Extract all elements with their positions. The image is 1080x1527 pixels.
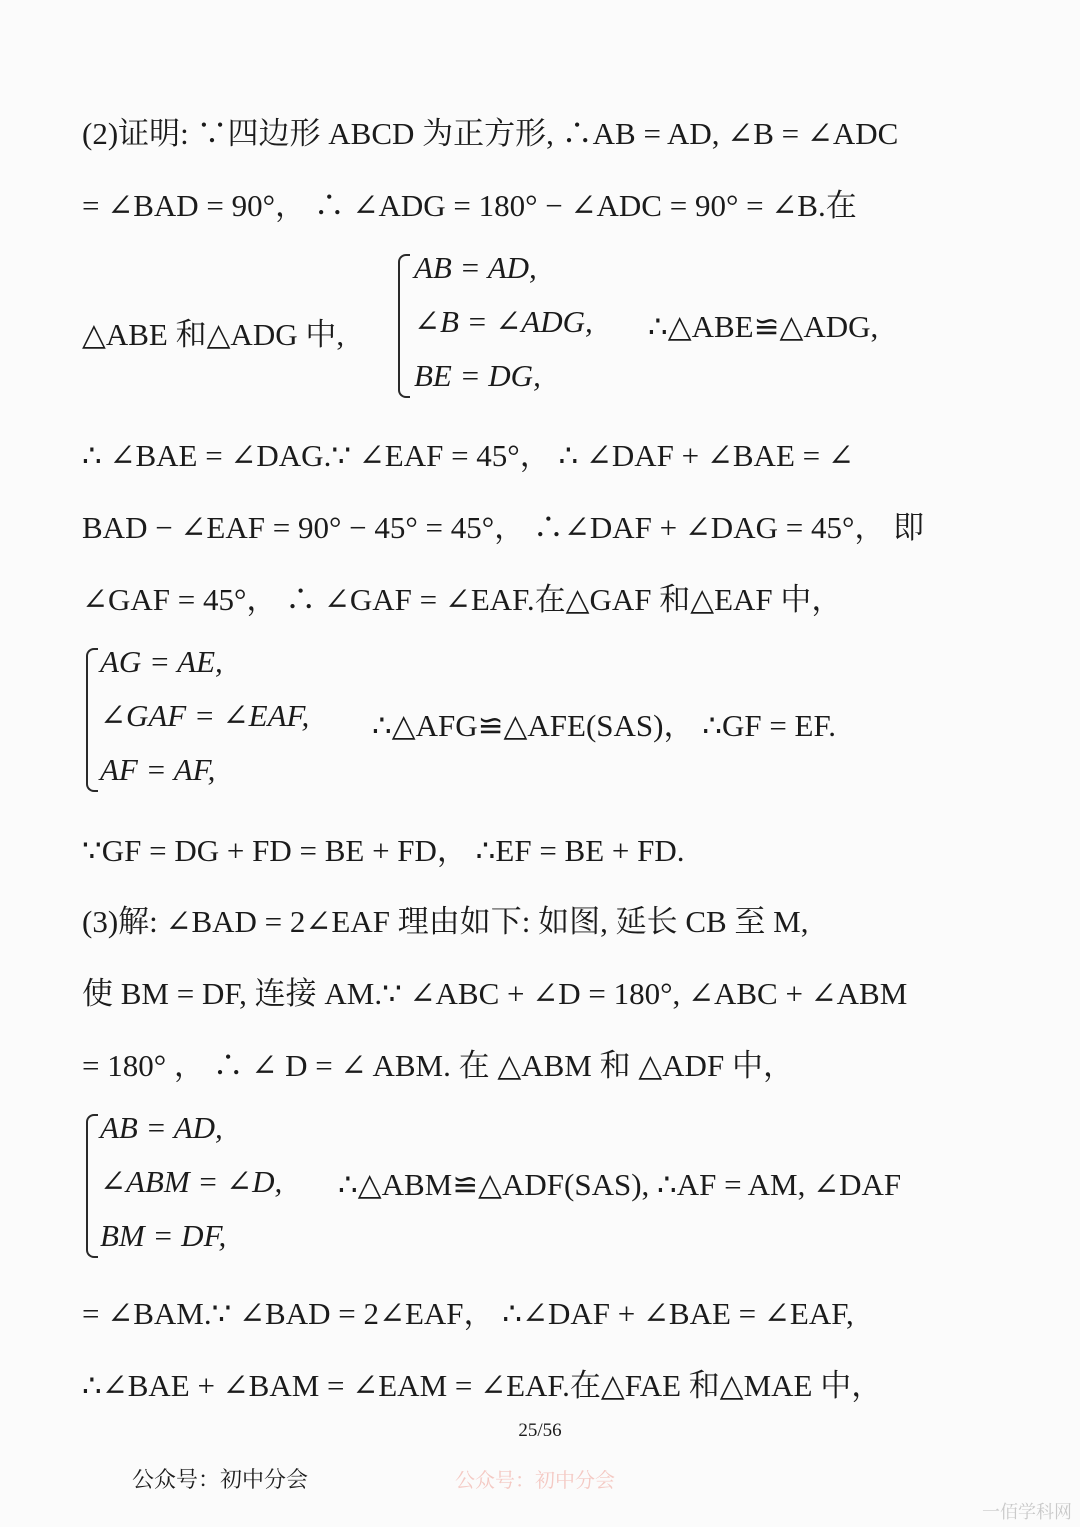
brace-3 [86, 1114, 98, 1258]
brace-2-row-1: AG = AE, [100, 644, 223, 679]
brace-2 [86, 648, 98, 792]
line-9: 使 BM = DF, 连接 AM.∵ ∠ABC + ∠D = 180°, ∠ABC + ∠ABM [82, 976, 908, 1011]
brace-3-row-2: ∠ABM = ∠D, [100, 1164, 283, 1199]
line-3-tail: ∴△ABE≌△ADG, [648, 309, 879, 344]
line-8: (3)解: ∠BAD = 2∠EAF 理由如下: 如图, 延长 CB 至 M, [82, 904, 809, 939]
line-12: ∴∠BAE + ∠BAM = ∠EAM = ∠EAF.在△FAE 和△MAE 中， [82, 1368, 883, 1403]
line-3-lead: △ABE 和△ADG 中, [82, 317, 345, 352]
brace-2-row-3: AF = AF, [100, 752, 216, 787]
line-11: = ∠BAM.∵ ∠BAD = 2∠EAF， ∴∠DAF + ∠BAE = ∠EAF, [82, 1296, 854, 1331]
brace-2-tail: ∴△AFG≌△AFE(SAS)， ∴GF = EF. [372, 708, 837, 743]
line-5: BAD − ∠EAF = 90° − 45° = 45°， ∴∠DAF + ∠DAG = 45°， 即 [82, 510, 925, 545]
line-10: = 180° ， ∴ ∠ D = ∠ ABM. 在 △ABM 和 △ADF 中， [82, 1048, 794, 1083]
line-6: ∠GAF = 45°， ∴ ∠GAF = ∠EAF.在△GAF 和△EAF 中， [82, 582, 843, 617]
brace-3-row-1: AB = AD, [100, 1110, 223, 1145]
brace-2-row-2: ∠GAF = ∠EAF, [100, 698, 310, 733]
brace-1 [398, 254, 410, 398]
brace-1-row-3: BE = DG, [414, 358, 541, 393]
page-number: 25/56 [518, 1420, 562, 1441]
brace-1-row-2: ∠B = ∠ADG, [414, 304, 593, 339]
brace-3-tail: ∴△ABM≌△ADF(SAS), ∴AF = AM, ∠DAF [338, 1167, 902, 1202]
brace-1-row-1: AB = AD, [414, 250, 537, 285]
brace-3-row-3: BM = DF, [100, 1218, 227, 1253]
watermark: 公众号：初中分会 [455, 1470, 615, 1492]
footer-account: 公众号：初中分会 [132, 1467, 309, 1492]
line-1: (2)证明: ∵四边形 ABCD 为正方形, ∴AB = AD, ∠B = ∠ADC [82, 116, 899, 151]
line-4: ∴ ∠BAE = ∠DAG.∵ ∠EAF = 45°， ∴ ∠DAF + ∠BAE = ∠ [82, 438, 854, 473]
line-7: ∵GF = DG + FD = BE + FD， ∴EF = BE + FD. [82, 833, 685, 868]
site-watermark: 一佰学科网 [982, 1502, 1072, 1522]
line-2: = ∠BAD = 90°， ∴ ∠ADG = 180° − ∠ADC = 90° = ∠B.在 [82, 188, 857, 223]
